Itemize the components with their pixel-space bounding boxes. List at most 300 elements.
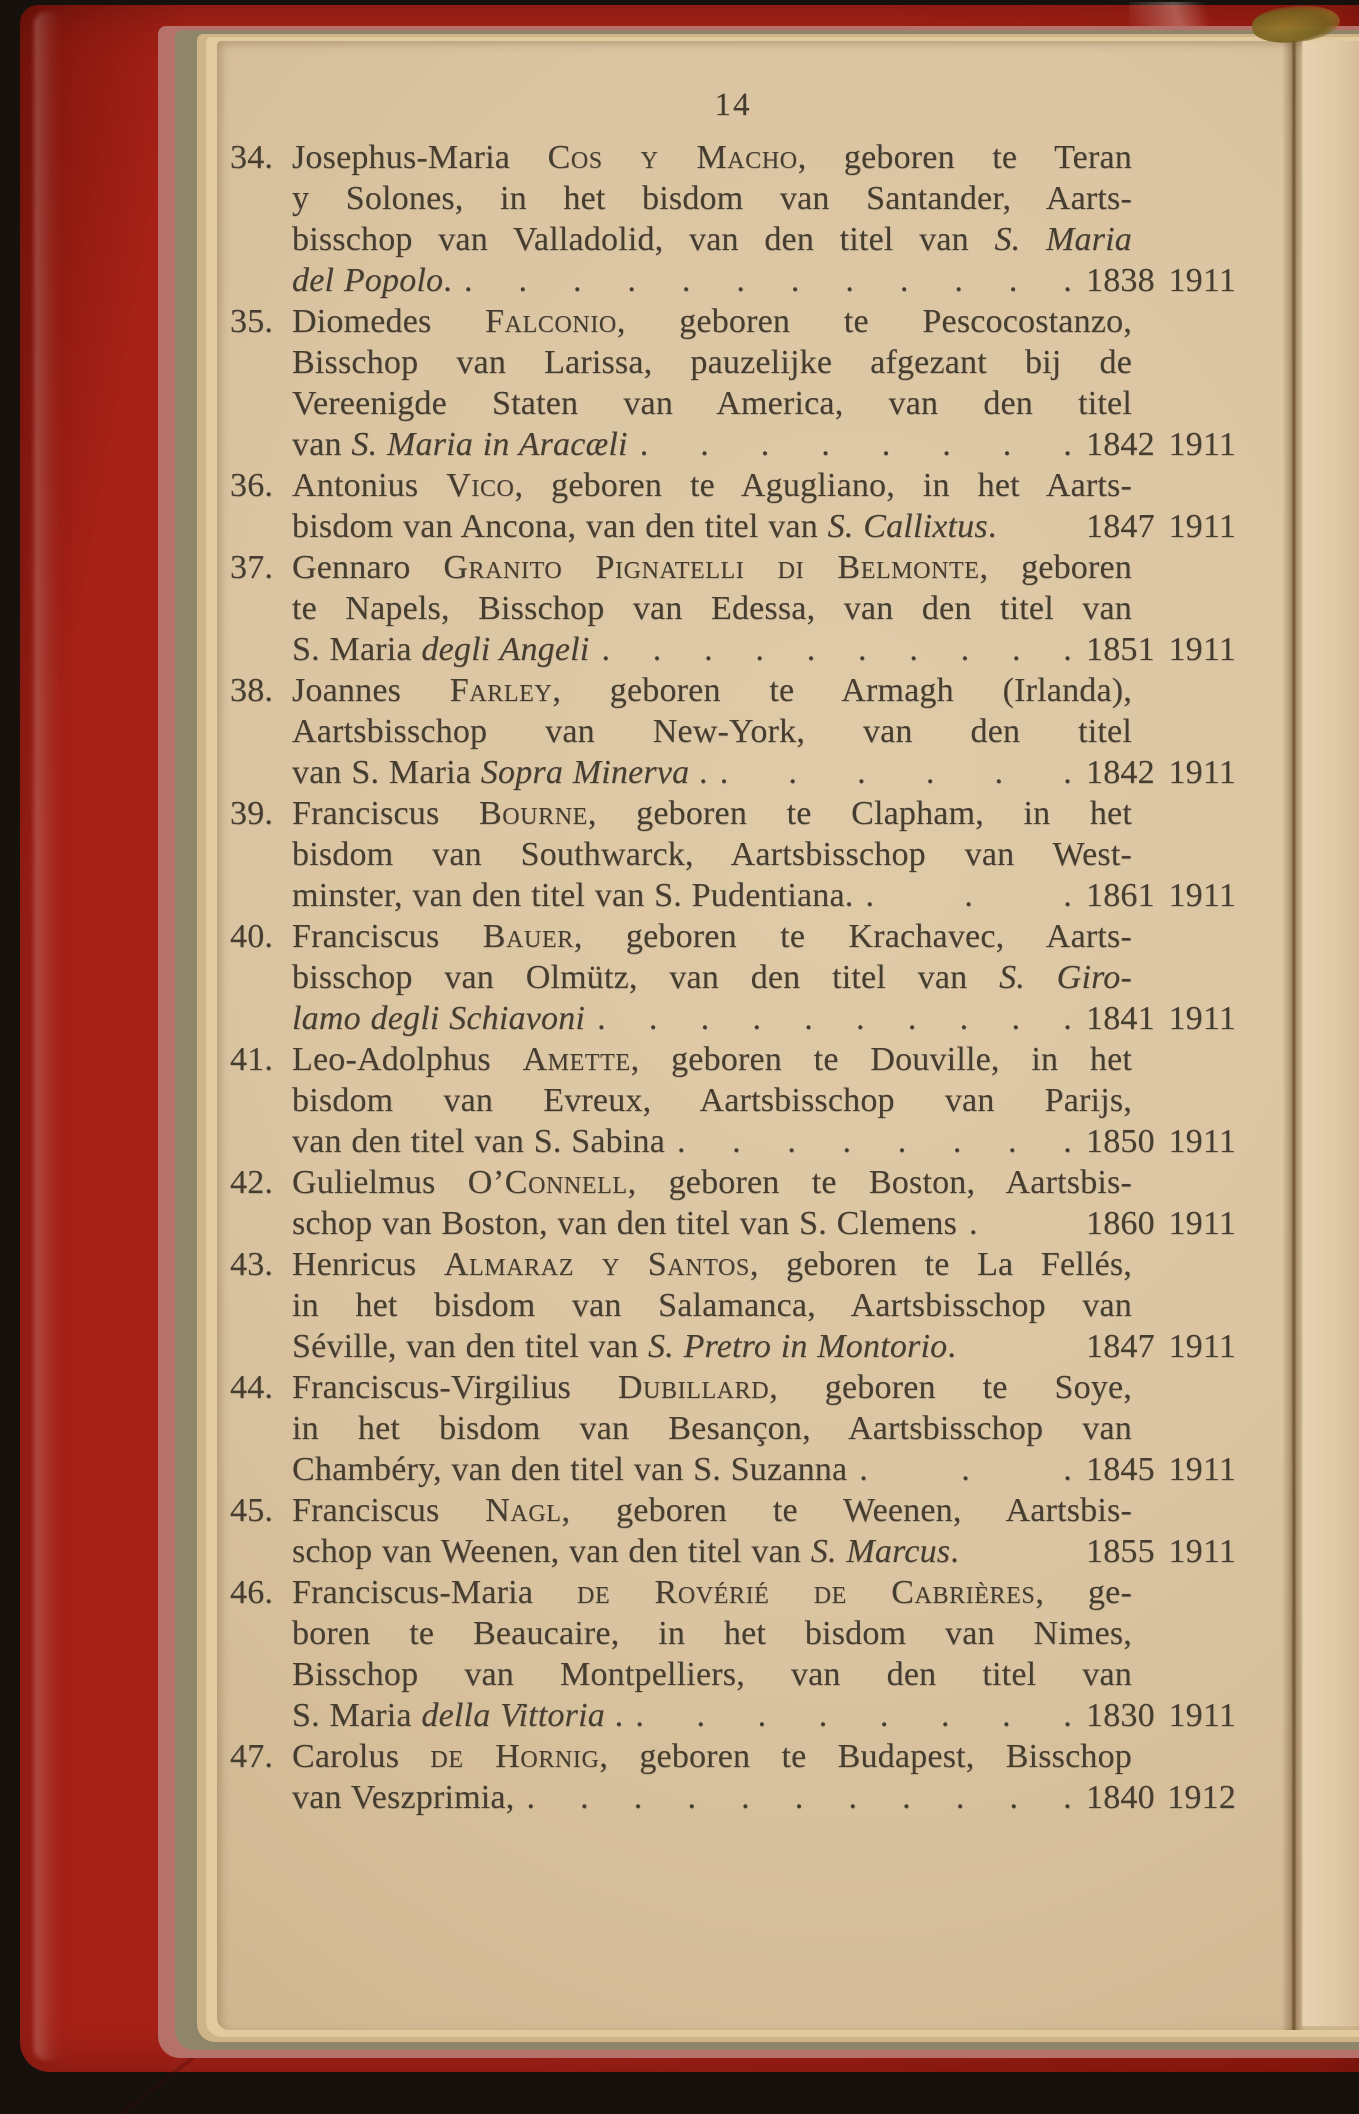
leader-dot: . [601,631,611,668]
text-segment: Franciscus [292,795,479,832]
entry-line [230,1695,1236,1736]
list-item [230,1490,1236,1572]
leader-dot: . [580,1779,589,1816]
text-segment: , geboren te Agugliano, in het Aarts- [514,467,1132,504]
dot-leader [957,1203,1086,1244]
entry-line [230,506,1236,547]
text-segment: , ge- [1035,1574,1132,1611]
year-value: 1861 [1086,877,1155,914]
entry-years [1086,1531,1236,1572]
text-segment: schop van Boston, van den titel van S. Clemens [292,1205,958,1242]
text-segment: S. Pretro in Montorio [647,1328,948,1365]
entry-line-text [292,1531,959,1572]
year-value: 1838 [1086,262,1155,299]
text-segment: . [947,1328,957,1365]
text-segment: , geboren te Pescocostanzo, [616,303,1132,340]
dot-leader [628,424,1086,465]
year-value: 1840 [1086,1779,1155,1816]
leader-dot: . [955,1779,965,1816]
year-value: 1841 [1086,1000,1155,1037]
leader-dot: . [1063,754,1072,791]
leader-dot: . [902,1779,911,1816]
leader-dot: . [865,877,875,914]
leader-dot: . [704,631,713,668]
leader-dot: . [700,426,709,463]
dot-leader [514,1777,1086,1818]
year-value: 1911 [1168,754,1236,791]
page-content [230,84,1236,1818]
entry-number: 37. [230,549,274,586]
entry-years [1086,506,1236,547]
year-value: 1842 [1086,754,1155,791]
leader-dot: . [652,631,662,668]
leader-dot: . [633,1779,643,1816]
entry-line-text [292,506,997,547]
text-segment: del Popolo [292,262,444,299]
leader-dot: . [1063,1779,1072,1816]
text-segment: Bourne [478,795,588,832]
text-segment: de Rovérié de Cabrières [577,1574,1036,1611]
entry-line [230,1080,1236,1121]
leader-dot: . [736,262,746,299]
entry-line-text [292,1203,957,1244]
leader-dot: . [1011,631,1021,668]
leader-dot: . [994,754,1004,791]
leader-dot: . [969,1205,978,1242]
entry-line [230,1203,1236,1244]
text-segment: Leo-Adolphus [292,1041,523,1078]
year-value: 1845 [1086,1451,1155,1488]
text-segment: S. Maria [292,1697,422,1734]
list-item [230,670,1236,793]
entry-line [230,219,1236,260]
text-segment: Sopra Minerva [480,754,690,791]
text-segment: S. Giro- [999,959,1132,996]
text-segment: Josephus-Maria [292,139,548,176]
leader-dot: . [899,262,909,299]
text-segment: Franciscus [292,918,483,955]
leader-dot: . [1009,1779,1019,1816]
text-segment: minster, van den titel van S. Pudentiana. [292,877,854,914]
leader-dot: . [879,1697,889,1734]
entry-line [230,588,1236,629]
leader-dot: . [909,631,919,668]
leader-dot: . [1063,262,1072,299]
text-segment: S. Maria [994,221,1132,258]
page-gutter-shadow [1282,41,1304,2030]
list-item [230,465,1236,547]
year-value: 1847 [1086,1328,1155,1365]
leader-dot: . [804,1000,813,1037]
text-segment: Nagl [485,1492,562,1529]
entry-years [1086,875,1236,916]
text-segment: lamo degli Schiavoni [292,1000,586,1037]
leader-dot: . [752,1000,762,1037]
entry-years [1086,1326,1236,1367]
text-segment: S. Maria [292,631,422,668]
entry-years [1086,1695,1236,1736]
leader-dot: . [848,1779,858,1816]
leader-dot: . [526,1779,536,1816]
entry-line [230,752,1236,793]
year-value: 1847 [1086,508,1155,545]
entry-line [230,1490,1236,1531]
text-segment: , geboren te Weenen, Aartsbis- [561,1492,1132,1529]
entry-line [230,1408,1236,1449]
entry-number: 44. [230,1369,274,1406]
entry-line-text [292,998,585,1039]
year-value: 1911 [1168,508,1236,545]
entry-line [230,670,1236,711]
entry-line [230,383,1236,424]
entry-number: 39. [230,795,274,832]
text-segment: , geboren te Boston, Aartsbis- [627,1164,1132,1201]
list-item [230,793,1236,916]
leader-dot: . [681,262,691,299]
entry-number: 47. [230,1738,274,1775]
text-segment: in het bisdom van Salamanca, Aartsbisschop van [292,1287,1132,1324]
text-segment: della Vittoria [421,1697,605,1734]
year-value: 1911 [1168,631,1236,668]
leader-dot: . [1063,1123,1072,1160]
text-segment: Bauer [482,918,574,955]
entry-line [230,1285,1236,1326]
text-segment: Amette [522,1041,631,1078]
text-segment: Diomedes [292,303,486,340]
dot-leader [847,1449,1086,1490]
entry-line-text [292,260,452,301]
leader-dot: . [794,1779,804,1816]
leader-dot: . [907,1000,917,1037]
dot-leader [452,260,1086,301]
text-segment: , geboren te La Fellés, [749,1246,1132,1283]
text-segment: van S. Maria [292,754,481,791]
text-segment: schop van Weenen, van den titel van [292,1533,811,1570]
entry-number: 46. [230,1574,274,1611]
text-segment: . [987,508,997,545]
text-segment: Carolus [292,1738,431,1775]
leader-dot: . [648,1000,658,1037]
dot-leader [853,875,1086,916]
leader-dot: . [818,1697,828,1734]
entry-years [1086,629,1236,670]
entry-line-text [292,1695,623,1736]
list-item [230,916,1236,1039]
cover-highlight [34,12,62,2060]
text-segment: , geboren te Armagh (Irlanda), [552,672,1132,709]
text-segment: in het bisdom van Besançon, Aartsbisschop van [292,1410,1132,1447]
text-segment: bisdom van Southwarck, Aartsbisschop van West- [292,836,1132,873]
year-value: 1911 [1168,262,1236,299]
list-item [230,547,1236,670]
dot-leader [708,752,1086,793]
text-segment: , geboren te Budapest, Bisschop [599,1738,1132,1775]
list-item [230,1244,1236,1367]
entry-line [230,793,1236,834]
text-segment: . [950,1533,959,1570]
text-segment: . [689,754,708,791]
text-segment: Almaraz y Santos [443,1246,750,1283]
leader-dot: . [856,1000,865,1037]
leader-dot: . [952,1123,962,1160]
entry-line-text [292,875,853,916]
entry-number: 36. [230,467,274,504]
leader-dot: . [806,631,816,668]
entry-number: 42. [230,1164,274,1201]
entry-line [230,1654,1236,1695]
leader-dot: . [1063,1697,1072,1734]
leader-dot: . [842,1123,852,1160]
text-segment: , geboren te Teran [797,139,1132,176]
leader-dot: . [1063,631,1072,668]
entry-years [1086,1203,1236,1244]
leader-dot: . [1008,262,1018,299]
leader-dot: . [857,754,866,791]
text-segment: Séville, van den titel van [292,1328,648,1365]
entry-line [230,1777,1236,1818]
leader-dot: . [859,1451,868,1488]
leader-dot: . [959,1000,969,1037]
text-segment: O’Connell [467,1164,628,1201]
list-item [230,137,1236,301]
text-segment: bisdom van Evreux, Aartsbisschop van Parijs, [292,1082,1132,1119]
text-segment: , geboren [979,549,1132,586]
text-segment: Vereenigde Staten van America, van den titel [292,385,1132,422]
leader-dot: . [741,1779,750,1816]
leader-dot: . [790,262,800,299]
text-segment: Gulielmus [292,1164,468,1201]
leader-dot: . [760,426,770,463]
entry-years [1086,998,1236,1039]
entry-number: 41. [230,1041,274,1078]
text-segment: van [292,426,352,463]
text-segment: de Hornig [430,1738,600,1775]
leader-dot: . [788,754,798,791]
entry-line [230,1572,1236,1613]
entries-list [230,137,1236,1818]
text-segment: . [443,262,452,299]
entry-line [230,1244,1236,1285]
entry-line-text [292,1326,956,1367]
year-value: 1911 [1168,1533,1236,1570]
year-value: 1830 [1086,1697,1155,1734]
text-segment: S. Callixtus [827,508,988,545]
leader-dot: . [1008,1123,1017,1160]
leader-dot: . [572,262,582,299]
leader-dot: . [881,426,891,463]
leader-dot: . [942,426,951,463]
year-value: 1911 [1168,1123,1236,1160]
leader-dot: . [897,1123,907,1160]
leader-dot: . [719,754,729,791]
year-value: 1911 [1168,426,1236,463]
text-segment: Vico [446,467,515,504]
entry-line [230,957,1236,998]
list-item [230,1162,1236,1244]
entry-years [1086,260,1236,301]
entry-line [230,342,1236,383]
entry-line [230,916,1236,957]
text-segment: te Napels, Bisschop van Edessa, van den titel van [292,590,1132,627]
year-value: 1911 [1168,1000,1236,1037]
entry-line [230,629,1236,670]
list-item [230,1572,1236,1736]
entry-number: 35. [230,303,274,340]
entry-line-text [292,1449,847,1490]
entry-line [230,1326,1236,1367]
leader-dot: . [1002,426,1012,463]
entry-line-text [292,752,708,793]
entry-line [230,547,1236,588]
list-item [230,1736,1236,1818]
entry-years [1086,424,1236,465]
entry-line [230,1367,1236,1408]
text-segment: S. Maria in Aracæli [351,426,628,463]
page-number: 14 [714,87,752,123]
text-segment: bisschop van Valladolid, van den titel van [292,221,995,258]
entry-line-text [292,1121,665,1162]
year-value: 1911 [1168,877,1236,914]
leader-dot: . [627,262,637,299]
entry-line [230,465,1236,506]
entry-line [230,1039,1236,1080]
text-segment: Aartsbisschop van New-York, van den titel [292,713,1132,750]
entry-number: 34. [230,139,274,176]
entry-years [1086,1777,1236,1818]
text-segment: degli Angeli [421,631,590,668]
leader-dot: . [925,754,935,791]
leader-dot: . [821,426,830,463]
entry-years [1086,1449,1236,1490]
leader-dot: . [964,877,974,914]
entry-number: 45. [230,1492,274,1529]
year-value: 1851 [1086,631,1155,668]
year-value: 1911 [1168,1697,1236,1734]
text-segment: , geboren te Krachavec, Aarts- [573,918,1132,955]
leader-dot: . [1002,1697,1011,1734]
dot-leader [665,1121,1086,1162]
leader-dot: . [732,1123,741,1160]
entry-line [230,711,1236,752]
text-segment: S. Marcus [810,1533,951,1570]
leader-dot: . [787,1123,797,1160]
leader-dot: . [1063,426,1072,463]
text-segment: Dubillard [617,1369,770,1406]
adjacent-page [1302,41,1359,2026]
text-segment: Chambéry, van den titel van S. Suzanna [292,1451,848,1488]
entry-line-text [292,629,589,670]
leader-dot: . [1063,1000,1072,1037]
text-segment: Antonius [292,467,447,504]
list-item [230,301,1236,465]
text-segment: Joannes [292,672,450,709]
year-value: 1860 [1086,1205,1155,1242]
text-segment: van Veszprimia, [292,1779,515,1816]
entry-line [230,301,1236,342]
text-segment: Farley [449,672,553,709]
leader-dot: . [954,262,964,299]
text-segment: Bisschop van Montpelliers, van den titel van [292,1656,1132,1693]
entry-line [230,178,1236,219]
entry-line [230,1613,1236,1654]
leader-dot: . [687,1779,697,1816]
entry-line [230,424,1236,465]
leader-dot: . [757,1697,767,1734]
text-segment: , geboren te Douville, in het [630,1041,1133,1078]
year-value: 1850 [1086,1123,1155,1160]
text-segment: , geboren te Clapham, in het [587,795,1132,832]
leader-dot: . [961,1451,970,1488]
text-segment: Henricus [292,1246,444,1283]
entry-line [230,1531,1236,1572]
entry-years [1086,752,1236,793]
entry-line [230,1449,1236,1490]
dot-leader [589,629,1086,670]
leader-dot: . [597,1000,606,1037]
entry-line [230,1736,1236,1777]
leader-dot: . [845,262,855,299]
leader-dot: . [696,1697,706,1734]
year-value: 1842 [1086,426,1155,463]
entry-line-text [292,1777,514,1818]
text-segment: Granito Pignatelli di Belmonte [443,549,980,586]
entry-number: 43. [230,1246,274,1283]
leader-dot: . [1011,1000,1021,1037]
text-segment: Franciscus-Maria [292,1574,578,1611]
leader-dot: . [960,631,970,668]
year-value: 1855 [1086,1533,1155,1570]
year-value: 1911 [1168,1205,1236,1242]
list-item [230,1367,1236,1490]
entry-line [230,1162,1236,1203]
year-value: 1911 [1168,1451,1236,1488]
leader-dot: . [940,1697,950,1734]
entry-line-text [292,424,628,465]
leader-dot: . [755,631,765,668]
entry-line [230,998,1236,1039]
text-segment: , geboren te Soye, [769,1369,1132,1406]
leader-dot: . [463,262,473,299]
text-segment: y Solones, in het bisdom van Santander, Aarts- [292,180,1132,217]
text-segment: bisschop van Olmütz, van den titel van [292,959,1000,996]
dot-leader [623,1695,1086,1736]
year-value: 1912 [1167,1779,1236,1816]
text-segment: Gennaro [292,549,444,586]
entry-line [230,137,1236,178]
leader-dot: . [677,1123,686,1160]
text-segment: Bisschop van Larissa, pauzelijke afgezant bij de [292,344,1132,381]
leader-dot: . [1063,877,1072,914]
leader-dot: . [639,426,649,463]
leader-dot: . [635,1697,645,1734]
dot-leader [585,998,1086,1039]
entry-number: 40. [230,918,274,955]
text-segment: boren te Beaucaire, in het bisdom van Nimes, [292,1615,1132,1652]
year-value: 1911 [1168,1328,1236,1365]
entry-number: 38. [230,672,274,709]
leader-dot: . [700,1000,710,1037]
text-segment: Franciscus [292,1492,486,1529]
text-segment: van den titel van S. Sabina [292,1123,665,1160]
text-segment: bisdom van Ancona, van den titel van [292,508,828,545]
text-segment: Falconio [485,303,617,340]
leader-dot: . [518,262,528,299]
leader-dot: . [1063,1451,1072,1488]
entry-line [230,834,1236,875]
text-segment: Franciscus-Virgilius [292,1369,618,1406]
entry-line [230,1121,1236,1162]
entry-years [1086,1121,1236,1162]
